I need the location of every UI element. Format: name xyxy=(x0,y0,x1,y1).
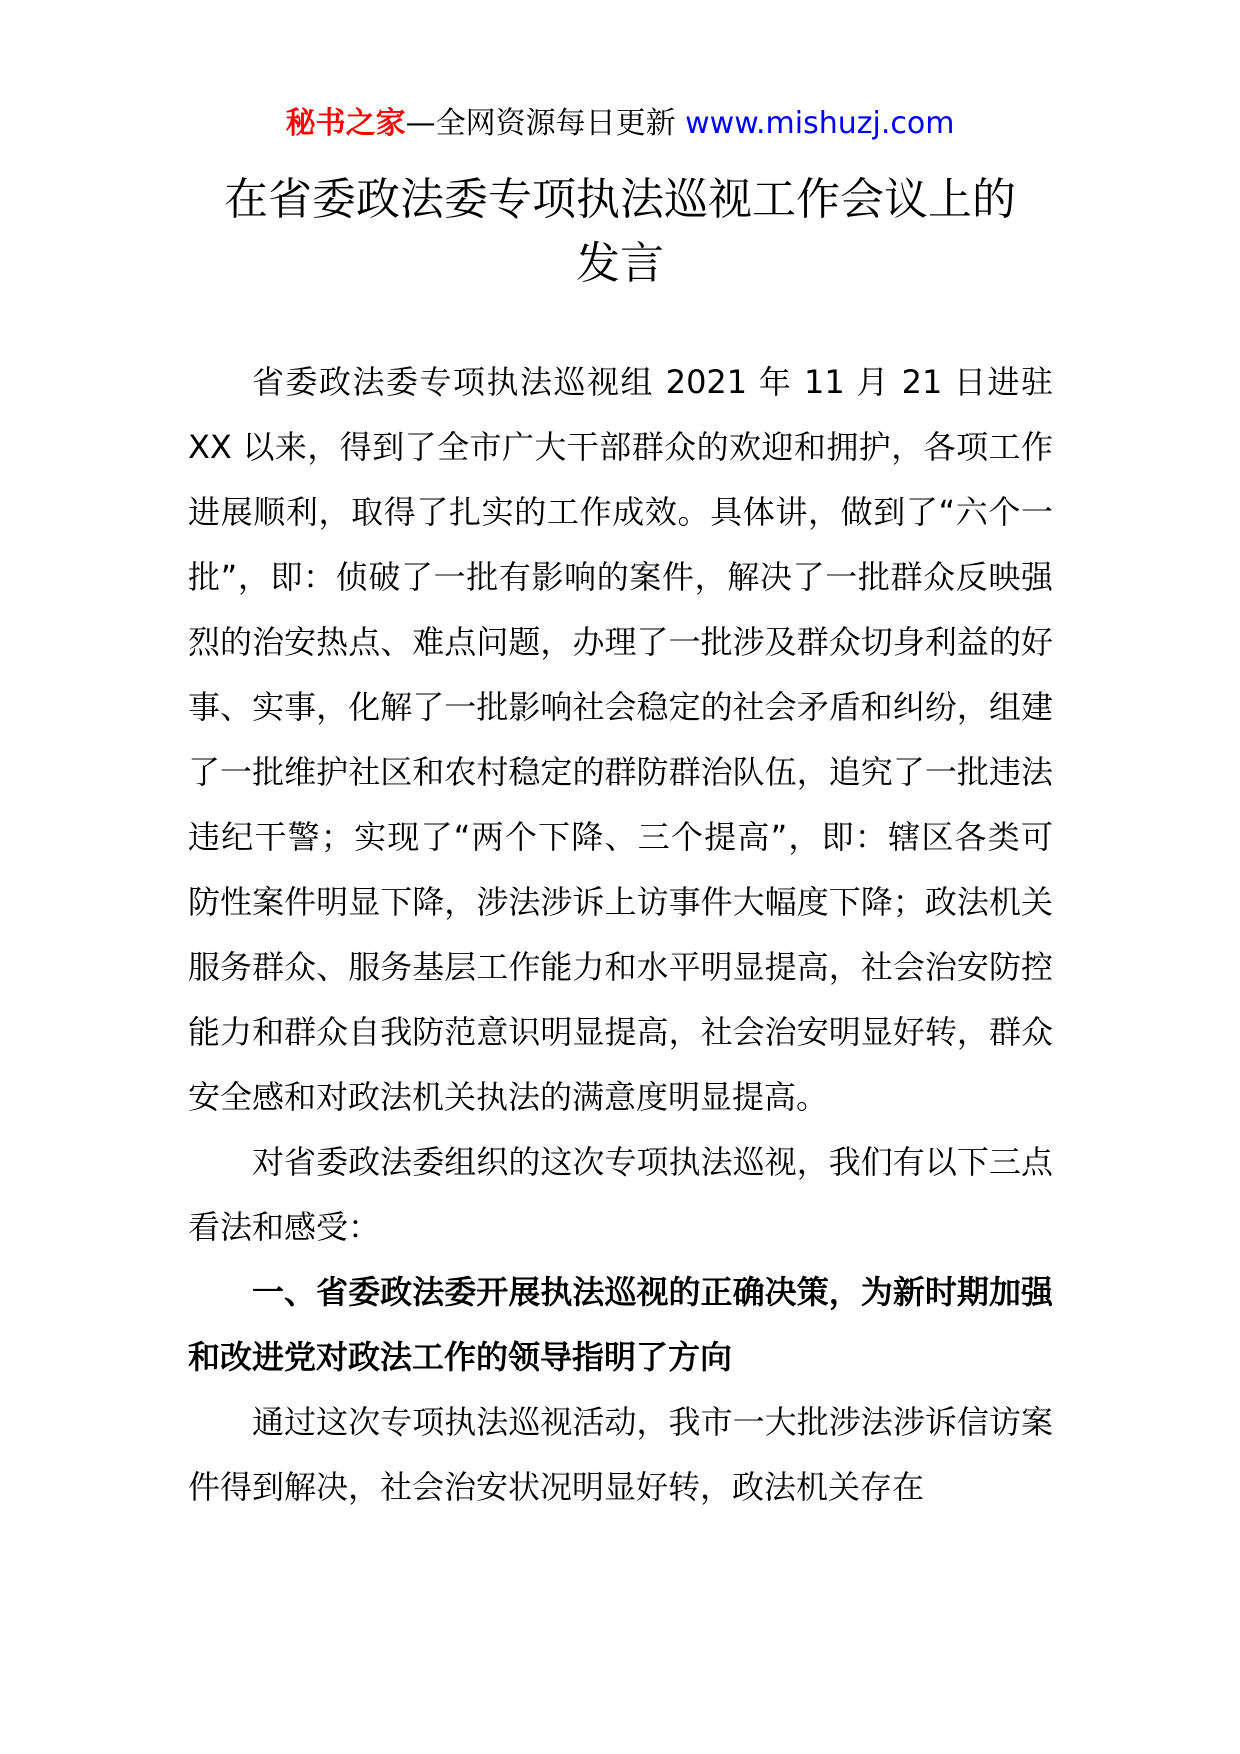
section-heading-1: 一、省委政法委开展执法巡视的正确决策，为新时期加强和改进党对政法工作的领导指明了方向 xyxy=(188,1273,1053,1376)
site-header xyxy=(0,104,1240,144)
header-tagline: —全网资源每日更新 xyxy=(405,106,686,141)
title-line-1: 在省委政法委专项执法巡视工作会议上的 xyxy=(224,174,1016,225)
document-body xyxy=(188,350,1053,1520)
title-line-2: 发言 xyxy=(576,238,664,289)
site-url-link[interactable]: www.mishuzj.com xyxy=(685,106,955,141)
paragraph-views: 对省委政法委组织的这次专项执法巡视，我们有以下三点看法和感受： xyxy=(188,1143,1053,1246)
document-title xyxy=(0,168,1240,296)
brand-name: 秘书之家 xyxy=(285,106,406,141)
paragraph-section-1: 通过这次专项执法巡视活动，我市一大批涉法涉诉信访案件得到解决，社会治安状况明显好转，政法机关存在 xyxy=(188,1403,1053,1506)
paragraph-intro: 省委政法委专项执法巡视组 2021 年 11 月 21 日进驻 XX 以来，得到了全市广大干部群众的欢迎和拥护，各项工作进展顺利，取得了扎实的工作成效。具体讲，做到了“六个一批”，即：侦破了一批有影响的案件，解决了一批群众反映强烈的治安热点、难点问题，办理了一批涉及群众切身利益的好事、实事，化解了一批影响社会稳定的社会矛盾和纠纷，组建了一批维护社区和农村稳定的群防群治队伍，追究了一批违法违纪干警；实现了“两个下降、三个提高”，即：辖区各类可防性案件明显下降，涉法涉诉上访事件大幅度下降；政法机关服务群众、服务基层工作能力和水平明显提高，社会治安防控能力和群众自我防范意识明显提高，社会治安明显好转，群众安全感和对政法机关执法的满意度明显提高。 xyxy=(188,363,1053,1116)
